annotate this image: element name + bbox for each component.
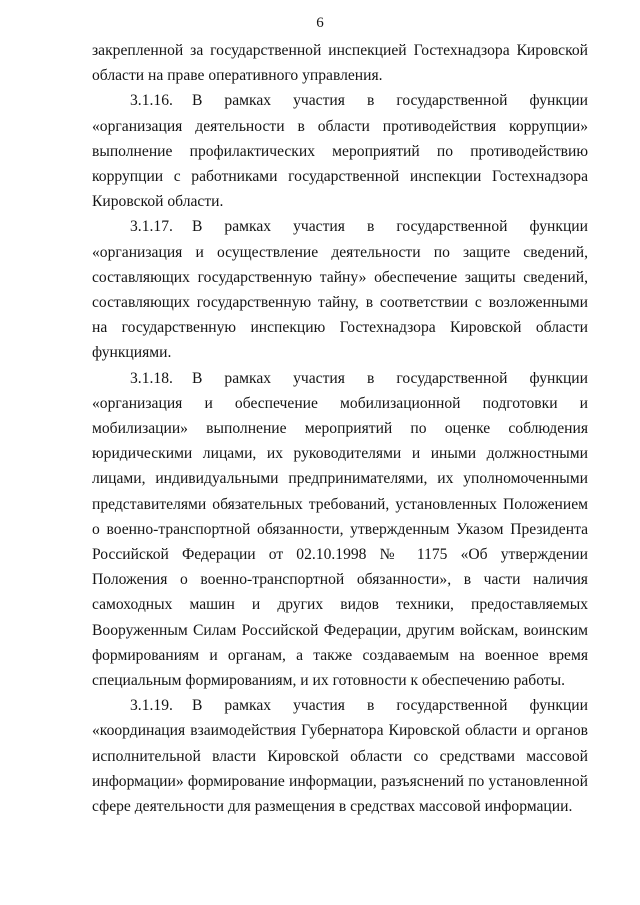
paragraph-3-1-16	[92, 88, 588, 214]
clause-number: 3.1.19.	[130, 697, 173, 715]
paragraph-3-1-18	[92, 366, 588, 694]
clause-number: 3.1.16.	[130, 92, 173, 110]
paragraph-3-1-17	[92, 214, 588, 365]
paragraph-text: В рамках участия в государственной функции «организация и осуществление деятельности по защите сведений, составляющих государственную тайну» обеспечение защиты сведений, составляющих государственную тайну, в соответствии с возложенными на государственную инспекцию Гостехнадзора Кировской области функциями.	[92, 218, 588, 362]
paragraph-continuation	[92, 38, 588, 88]
clause-number: 3.1.18.	[130, 369, 173, 387]
page-number: 6	[316, 15, 324, 31]
paragraph-text: закрепленной за государственной инспекцией Гостехнадзора Кировской области на праве оперативного управления.	[92, 42, 588, 85]
paragraph-text: В рамках участия в государственной функции «организация деятельности в области противодействия коррупции» выполнение профилактических мероприятий по противодействию коррупции с работниками государственной инспекции Гостехнадзора Кировской области.	[92, 92, 588, 211]
paragraph-text: В рамках участия в государственной функции «организация и обеспечение мобилизационной подготовки и мобилизации» выполнение мероприятий по оценке соблюдения юридическими лицами, их руководителями и иными должностными лицами, индивидуальными предпринимателями, их уполномоченными представителями обязательных требований, установленных Положением о военно-транспортной обязанности, утвержденным Указом Президента Российской Федерации от 02.10.1998 № 1175 «Об утверждении Положения о военно-транспортной обязанности», в части наличия самоходных машин и других видов техники, предоставляемых Вооруженным Силам Российской Федерации, другим войскам, воинским формированиям и органам, а также создаваемым на военное время специальным формированиям, и их готовности к обеспечению работы.	[92, 369, 588, 690]
document-body	[92, 38, 588, 819]
paragraph-3-1-19	[92, 693, 588, 819]
paragraph-text: В рамках участия в государственной функции «координация взаимодействия Губернатора Кировской области и органов исполнительной власти Кировской области со средствами массовой информации» формирование информации, разъяснений по установленной сфере деятельности для размещения в средствах массовой информации.	[92, 697, 588, 816]
clause-number: 3.1.17.	[130, 218, 173, 236]
